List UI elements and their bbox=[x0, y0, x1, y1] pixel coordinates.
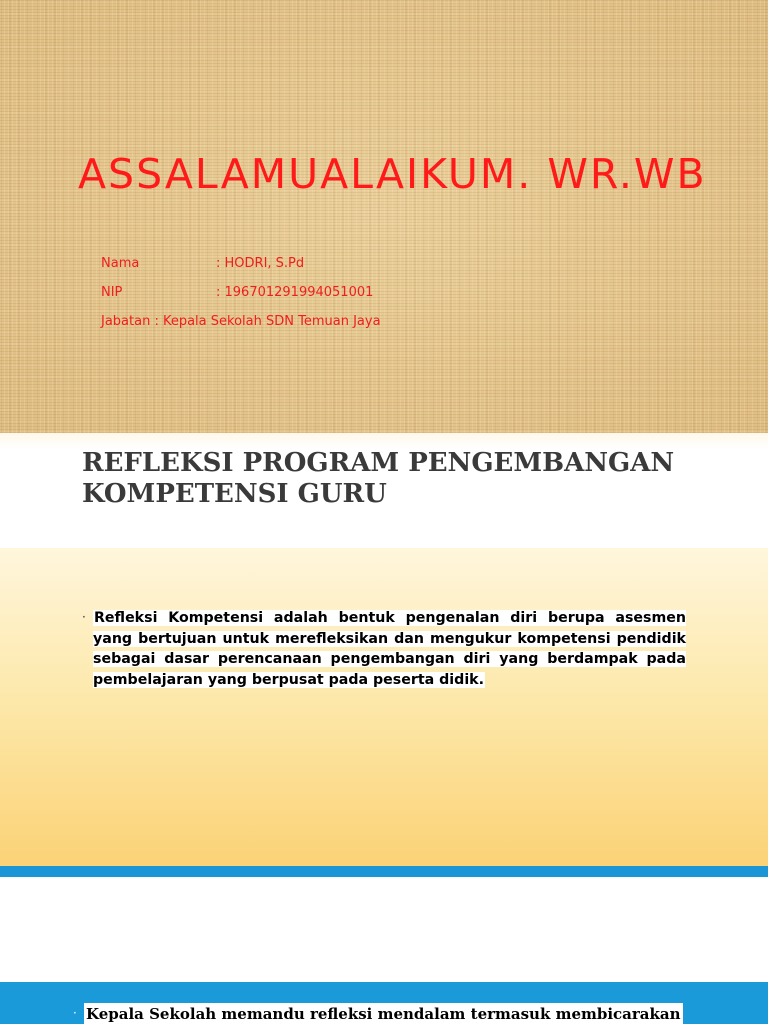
nama-value: : HODRI, S.Pd bbox=[216, 256, 305, 271]
refleksi-text: Refleksi Kompetensi adalah bentuk pengenalan diri berupa asesmen yang bertujuan untuk merefleksikan dan mengukur kompetensi pendidik sebagai dasar perencanaan pengembangan diri yang berdampak pada pembelajaran yang berpusat pada peserta didik. bbox=[93, 610, 686, 688]
slide3-top-area bbox=[0, 877, 768, 982]
bullet-icon: · bbox=[73, 1006, 77, 1020]
nama-label: Nama bbox=[101, 256, 140, 271]
info-row-jabatan bbox=[101, 314, 381, 329]
slide2-title: REFLEKSI PROGRAM PENGEMBANGAN KOMPETENSI GURU bbox=[82, 448, 675, 509]
nip-label: NIP bbox=[101, 285, 123, 300]
divider-bar bbox=[0, 866, 768, 877]
info-row-nip bbox=[101, 285, 374, 300]
slide-greeting bbox=[0, 0, 768, 433]
nip-value: : 196701291994051001 bbox=[216, 285, 374, 300]
info-row-nama bbox=[101, 256, 305, 271]
jabatan-text: Jabatan : Kepala Sekolah SDN Temuan Jaya bbox=[101, 314, 381, 329]
bullet-icon: · bbox=[82, 610, 86, 624]
kepala-sekolah-text: Kepala Sekolah memandu refleksi mendalam termasuk membicarakan bbox=[86, 1005, 681, 1023]
slide2-body bbox=[0, 548, 768, 866]
greeting-title: ASSALAMUALAIKUM. WR.WB bbox=[78, 150, 707, 198]
refleksi-paragraph bbox=[93, 608, 686, 690]
